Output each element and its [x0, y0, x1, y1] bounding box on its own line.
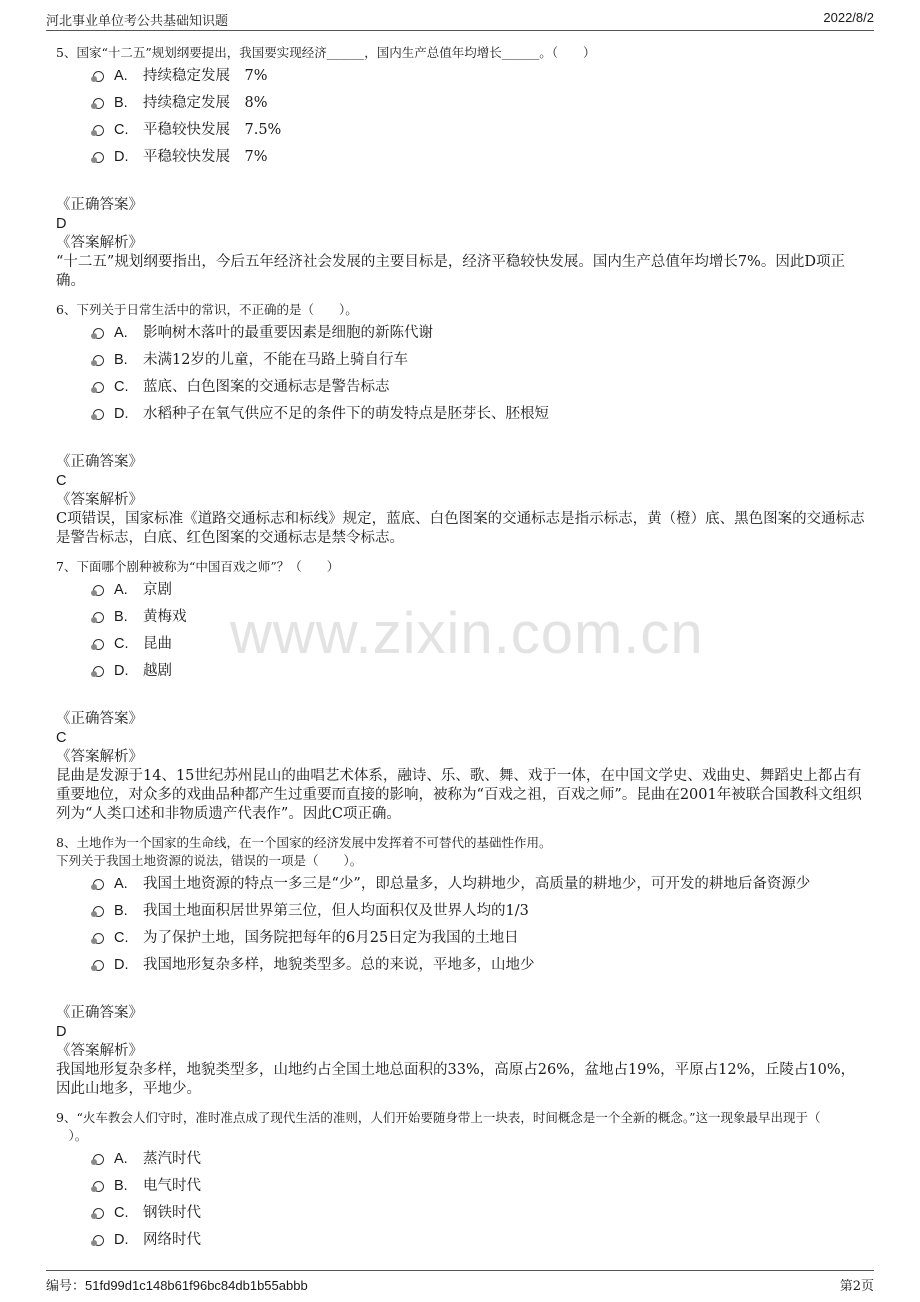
- analysis-label: 《答案解析》: [56, 1043, 143, 1059]
- page-footer: [46, 1270, 874, 1295]
- question-title: 6、下列关于日常生活中的常识，不正确的是（ ）。: [56, 302, 358, 317]
- radio-button-icon[interactable]: [93, 1235, 104, 1246]
- option-letter: D.: [114, 149, 129, 165]
- option-text: 蓝底、白色图案的交通标志是警告标志: [143, 379, 390, 395]
- option-text: 平稳较快发展 7.5%: [143, 122, 282, 138]
- option-text: 为了保护土地，国务院把每年的6月25日定为我国的土地日: [143, 930, 519, 946]
- page-header: [46, 6, 874, 31]
- analysis-label: 《答案解析》: [56, 749, 143, 765]
- option-letter: B.: [114, 352, 128, 368]
- option-item[interactable]: [56, 375, 866, 402]
- option-letter: A.: [114, 325, 128, 341]
- radio-button-icon[interactable]: [93, 98, 104, 109]
- question-block: [56, 44, 866, 291]
- option-letter: B.: [114, 1178, 128, 1194]
- question-list: [56, 44, 866, 1255]
- option-text: 影响树木落叶的最重要因素是细胞的新陈代谢: [143, 325, 433, 341]
- radio-button-icon[interactable]: [93, 328, 104, 339]
- option-letter: C.: [114, 379, 129, 395]
- option-item[interactable]: [56, 118, 866, 145]
- option-text: 越剧: [143, 663, 172, 679]
- answer-section: [56, 1004, 866, 1099]
- radio-button-icon[interactable]: [93, 906, 104, 917]
- option-letter: D.: [114, 406, 129, 422]
- option-text: 水稻种子在氧气供应不足的条件下的萌发特点是胚芽长、胚根短: [143, 406, 549, 422]
- analysis-label: 《答案解析》: [56, 492, 143, 508]
- answer-value: C: [56, 473, 67, 489]
- option-text: 京剧: [143, 582, 172, 598]
- spacer: [56, 291, 866, 301]
- radio-button-icon[interactable]: [93, 585, 104, 596]
- question-title: 9、“火车教会人们守时，准时准点成了现代生活的准则，人们开始要随身带上一块表，时间概念是一个全新的概念。”这一现象最早出现于（ ）。: [56, 1110, 821, 1143]
- radio-button-icon[interactable]: [93, 666, 104, 677]
- option-text: 我国土地资源的特点一多三是“少”，即总量多，人均耕地少，高质量的耕地少，可开发的耕地后备资源少: [143, 876, 811, 892]
- option-text: 持续稳定发展 8%: [143, 95, 268, 111]
- option-item[interactable]: [56, 321, 866, 348]
- option-item[interactable]: [56, 1174, 866, 1201]
- option-item[interactable]: [56, 899, 866, 926]
- option-text: 网络时代: [143, 1232, 201, 1248]
- option-letter: C.: [114, 122, 129, 138]
- option-item[interactable]: [56, 1228, 866, 1255]
- answer-value: C: [56, 730, 67, 746]
- option-item[interactable]: [56, 402, 866, 429]
- option-text: 钢铁时代: [143, 1205, 201, 1221]
- radio-button-icon[interactable]: [93, 879, 104, 890]
- option-item[interactable]: [56, 91, 866, 118]
- option-item[interactable]: [56, 632, 866, 659]
- answer-label: 《正确答案》: [56, 1005, 143, 1021]
- radio-button-icon[interactable]: [93, 960, 104, 971]
- radio-button-icon[interactable]: [93, 355, 104, 366]
- option-text: 蒸汽时代: [143, 1151, 201, 1167]
- answer-section: [56, 710, 866, 824]
- analysis-text: C项错误，国家标准《道路交通标志和标线》规定，蓝底、白色图案的交通标志是指示标志，黄（橙）底、黑色图案的交通标志是警告标志，白底、红色图案的交通标志是禁令标志。: [56, 511, 865, 546]
- option-letter: A.: [114, 68, 128, 84]
- code-value: 51fd99d1c148b61f96bc84db1b55abbb: [85, 1278, 308, 1293]
- option-item[interactable]: [56, 64, 866, 91]
- question-block: [56, 834, 866, 1099]
- radio-button-icon[interactable]: [93, 409, 104, 420]
- answer-section: [56, 453, 866, 548]
- option-item[interactable]: [56, 926, 866, 953]
- radio-button-icon[interactable]: [93, 152, 104, 163]
- analysis-label: 《答案解析》: [56, 235, 143, 251]
- radio-button-icon[interactable]: [93, 125, 104, 136]
- page-number: 第2页: [839, 1279, 874, 1294]
- spacer: [56, 824, 866, 834]
- option-letter: C.: [114, 1205, 129, 1221]
- radio-button-icon[interactable]: [93, 1208, 104, 1219]
- option-text: 未满12岁的儿童，不能在马路上骑自行车: [143, 352, 408, 368]
- option-item[interactable]: [56, 605, 866, 632]
- question-title: 8、土地作为一个国家的生命线，在一个国家的经济发展中发挥着不可替代的基础性作用。 下列关于我国土地资源的说法，错误的一项是（ ）。: [56, 835, 552, 868]
- radio-button-icon[interactable]: [93, 612, 104, 623]
- option-item[interactable]: [56, 578, 866, 605]
- question-block: [56, 301, 866, 548]
- option-item[interactable]: [56, 659, 866, 686]
- answer-section: [56, 196, 866, 291]
- answer-value: D: [56, 216, 67, 232]
- option-letter: D.: [114, 1232, 129, 1248]
- answer-label: 《正确答案》: [56, 454, 143, 470]
- option-letter: B.: [114, 903, 128, 919]
- question-title: 7、下面哪个剧种被称为“中国百戏之师”？（ ）: [56, 559, 340, 574]
- question-block: [56, 558, 866, 824]
- option-text: 持续稳定发展 7%: [143, 68, 268, 84]
- option-text: 昆曲: [143, 636, 172, 652]
- option-item[interactable]: [56, 872, 866, 899]
- analysis-text: 我国地形复杂多样，地貌类型多，山地约占全国土地总面积的33%，高原占26%，盆地占19%，平原占12%，丘陵占10%，因此山地多，平地少。: [56, 1062, 856, 1097]
- option-item[interactable]: [56, 1201, 866, 1228]
- analysis-text: “十二五”规划纲要指出，今后五年经济社会发展的主要目标是，经济平稳较快发展。国内生产总值年均增长7%。因此D项正确。: [56, 254, 845, 289]
- option-item[interactable]: [56, 145, 866, 172]
- analysis-text: 昆曲是发源于14、15世纪苏州昆山的曲唱艺术体系，融诗、乐、歌、舞、戏于一体，在中国文学史、戏曲史、舞蹈史上都占有重要地位，对众多的戏曲品种都产生过重要而直接的影响，被称为“百戏之祖，百戏之师”。昆曲在2001年被联合国教科文组织列为“人类口述和非物质遗产代表作”。因此C项正确。: [56, 768, 862, 822]
- document-code: [46, 1275, 308, 1294]
- question-block: [56, 1109, 866, 1255]
- option-letter: D.: [114, 663, 129, 679]
- option-letter: A.: [114, 876, 128, 892]
- option-letter: A.: [114, 1151, 128, 1167]
- spacer: [56, 1099, 866, 1109]
- answer-label: 《正确答案》: [56, 197, 143, 213]
- code-label: 编号：: [46, 1279, 86, 1294]
- option-letter: B.: [114, 609, 128, 625]
- watermark: www.zixin.com.cn: [230, 601, 704, 666]
- option-text: 电气时代: [143, 1178, 201, 1194]
- radio-button-icon[interactable]: [93, 933, 104, 944]
- option-item[interactable]: [56, 1147, 866, 1174]
- option-text: 平稳较快发展 7%: [143, 149, 268, 165]
- option-text: 我国土地面积居世界第三位，但人均面积仅及世界人均的1/3: [143, 903, 529, 919]
- radio-button-icon[interactable]: [93, 382, 104, 393]
- answer-label: 《正确答案》: [56, 711, 143, 727]
- radio-button-icon[interactable]: [93, 1181, 104, 1192]
- option-item[interactable]: [56, 348, 866, 375]
- option-letter: B.: [114, 95, 128, 111]
- spacer: [56, 548, 866, 558]
- option-letter: D.: [114, 957, 129, 973]
- option-letter: C.: [114, 930, 129, 946]
- answer-value: D: [56, 1024, 67, 1040]
- option-text: 我国地形复杂多样，地貌类型多。总的来说，平地多，山地少: [143, 957, 535, 973]
- option-letter: A.: [114, 582, 128, 598]
- radio-button-icon[interactable]: [93, 1154, 104, 1165]
- document-title: 河北事业单位考公共基础知识题: [46, 14, 229, 29]
- option-text: 黄梅戏: [143, 609, 187, 625]
- option-item[interactable]: [56, 953, 866, 980]
- question-title: 5、国家“十二五”规划纲要提出，我国要实现经济______，国内生产总值年均增长______。（ ）: [56, 45, 596, 60]
- document-date: 2022/8/2: [823, 10, 874, 25]
- option-letter: C.: [114, 636, 129, 652]
- radio-button-icon[interactable]: [93, 639, 104, 650]
- radio-button-icon[interactable]: [93, 71, 104, 82]
